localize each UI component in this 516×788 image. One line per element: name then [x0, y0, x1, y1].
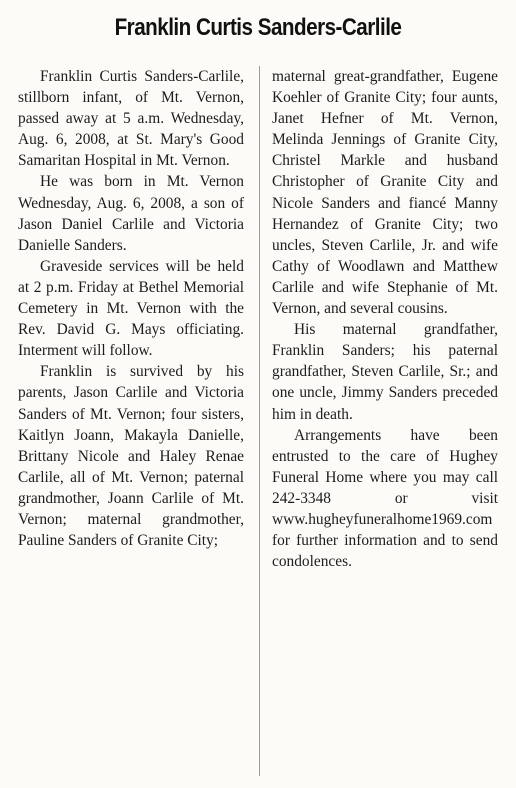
- right-column: [272, 66, 498, 572]
- paragraph-survivors-continued: maternal great-grandfather, Eugene Koehler of Granite City; four aunts, Janet Hefner of Mt. Vernon, Melinda Jennings of Granite City, Christel Markle and husband Christopher of Granite City and Nicole Sanders and fiancé Manny Hernandez of Granite City; two uncles, Steven Carlile, Jr. and wife Cathy of Woodlawn and Matthew Carlile and wife Stephanie of Mt. Vernon, and several cousins.: [272, 68, 498, 318]
- paragraph-survivors: Franklin is survived by his parents, Jason Carlile and Victoria Sanders of Mt. Vernon; four sisters, Kaitlyn Joann, Makayla Danielle, Brittany Nicole and Haley Renae Carlile, all of Mt. Vernon; paternal grandmother, Joann Carlile of Mt. Vernon; maternal grandmother, Pauline Sanders of Granite City;: [18, 363, 244, 550]
- obituary-headline: Franklin Curtis Sanders-Carlile: [114, 14, 402, 41]
- paragraph-death-notice: Franklin Curtis Sanders-Carlile, stillborn infant, of Mt. Vernon, passed away at 5 a.m. Wednesday, Aug. 6, 2008, at St. Mary's Good Samaritan Hospital in Mt. Vernon.: [18, 68, 244, 170]
- paragraph-preceded-in-death: His maternal grandfather, Franklin Sanders; his paternal grandfather, Steven Carlile, Sr.; and one uncle, Jimmy Sanders preceded him in death.: [272, 321, 498, 423]
- column-divider: [259, 66, 260, 776]
- left-column: [18, 66, 244, 551]
- paragraph-birth: He was born in Mt. Vernon Wednesday, Aug. 6, 2008, a son of Jason Daniel Carlile and Victoria Danielle Sanders.: [18, 173, 244, 254]
- paragraph-arrangements: Arrangements have been entrusted to the care of Hughey Funeral Home where you may call 242-3348 or visit www.hugheyfuneralhome1969.com for further information and to send condolences.: [272, 426, 498, 571]
- paragraph-services: Graveside services will be held at 2 p.m. Friday at Bethel Memorial Cemetery in Mt. Vernon with the Rev. David G. Mays officiating. Interment will follow.: [18, 257, 244, 360]
